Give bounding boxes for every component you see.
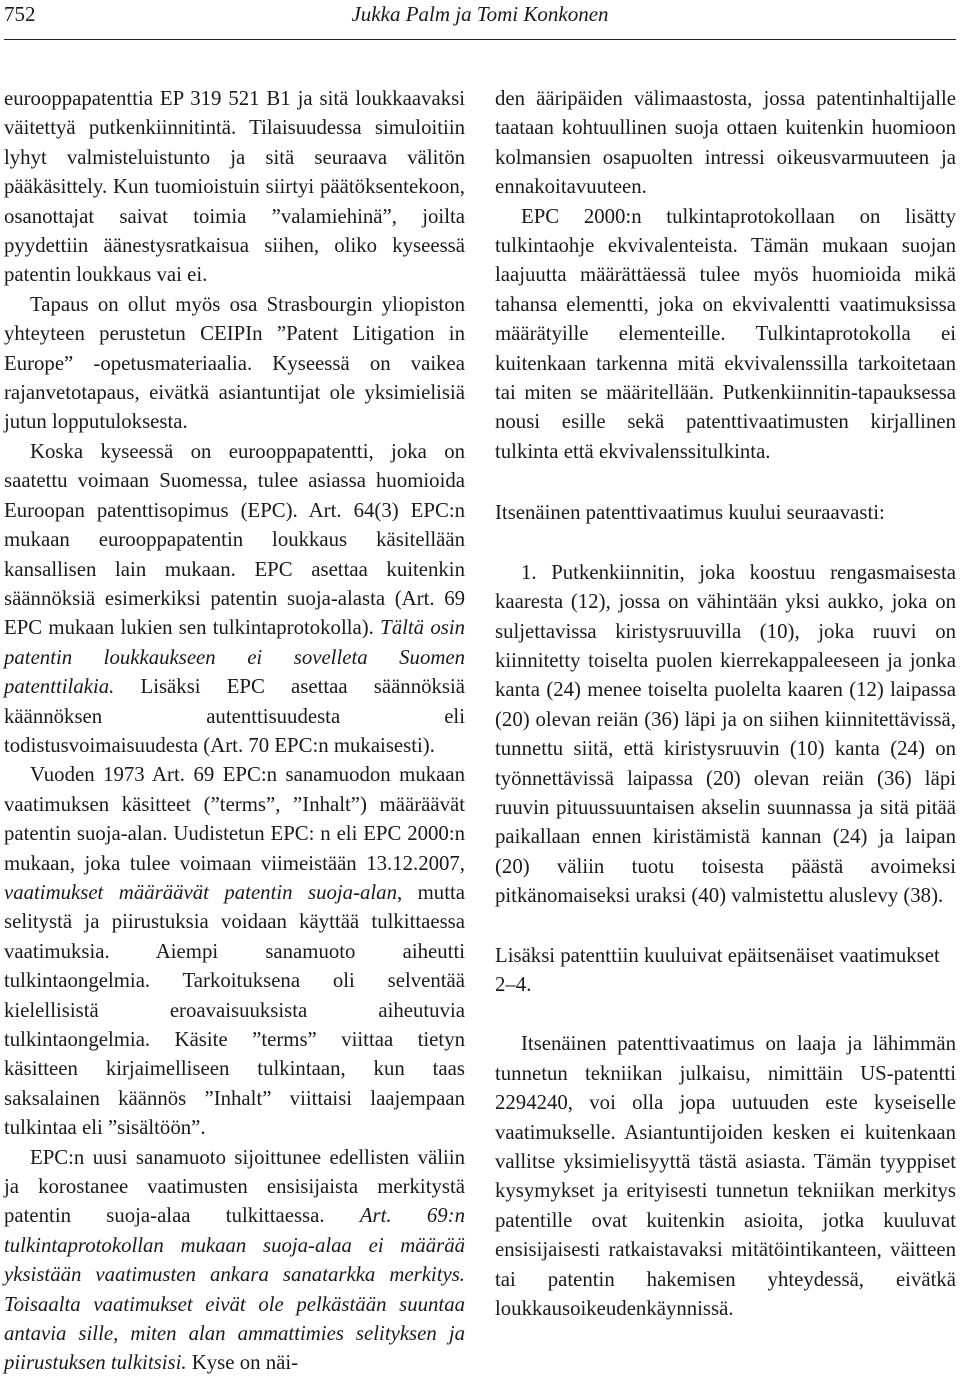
paragraph: EPC 2000:n tulkintaprotokollaan on lisätty tulkintaohje ekvivalenteista. Tämän mukaan suojan laajuutta määrättäessä tulee myös huomioida mikä tahansa elementti, joka on ekvivalentti vaatimuksissa määrätyille elementeille. Tulkintaprotokolla ei kuitenkaan tarkenna mitä ekvivalenssilla tarkoitetaan tai miten se määritellään. Putkenkiinnitin-tapauksessa nousi esille sekä patenttivaatimusten kirjallinen tulkinta että ekvivalenssitulkinta. (495, 204, 956, 463)
text-run: Lisäksi EPC asettaa säännöksiä käännöksen autenttisuudesta eli todistusvoimaisuudesta (Art. 70 EPC:n mukaisesti). (4, 675, 465, 757)
claim-intro: Itsenäinen patenttivaatimus kuului seuraavasti: (495, 501, 885, 525)
paragraph: den ääripäiden välimaastosta, jossa patentinhaltijalle taataan kohtuullinen suoja ottaen kuitenkin huomioon kolmansien osapuolten intressi oikeusvarmuuteen ja ennakoitavuuteen. (495, 87, 956, 199)
patent-claim: 1. Putkenkiinnitin, joka koostuu rengasmaisesta kaaresta (12), jossa on vähintään yksi aukko, joka on suljettavissa kiristysruuvilla (10), joka ruuvi on kiinnitetty toiselta puolen kierrekappaleeseen ja jonka kanta (24) menee toiselta puolelta kaaren (12) laipassa (20) olevan reiän (36) läpi ja on siihen kiinnitettävissä, tunnettu siitä, että kiristysruuvin (10) kanta (24) on työnnettävissä laipassa (20) olevan reiän (36) läpi ruuvin pituussuuntaisen akselin suunnassa ja sitä pitää paikallaan ennen kiristämistä kannan (24) ja laipan (20) väliin tuotu toisesta päästä avoimeksi pitkänomaiseksi uraksi (40) valmistettu aluslevy (38). (495, 560, 956, 908)
text-run: Koska kyseessä on eurooppapatentti, joka on saatettu voimaan Suomessa, tulee asiassa huomioida Euroopan patenttisopimus (EPC). Art. 64(3) EPC:n mukaan eurooppapatentin loukkaus käsitellään kansallisen lain mukaan. EPC asettaa kuitenkin säännöksiä esimerkiksi patentin suoja-alasta (Art. 69 EPC mukaan lukien sen tulkintaprotokolla). (4, 439, 465, 640)
text-run: EPC:n uusi sanamuoto sijoittunee edellisten väliin ja korostanee vaatimusten ensisijaista merkitystä patentin suoja-alaa tulkittaessa. (4, 1145, 465, 1228)
page-header (0, 0, 960, 30)
paragraph: Itsenäinen patenttivaatimus on laaja ja lähimmän tunnetun tekniikan julkaisu, nimittäin US-patentti 2294240, voi olla jopa uutuuden este kyseiselle vaatimukselle. Asiantuntijoiden kesken ei kuitenkaan vallitse yksimielisyyttä tästä asiasta. Tämän tyyppiset kysymykset ja erityisesti tunnetun tekniikan merkitys patentille ovat kuitenkin asioita, jotka kuuluvat ensisijaisesti ratkaistavaksi mitätöintikanteen, väitteen tai patentin hakemisen yhteydessä, eivätkä loukkausoikeudenkäynnissä. (495, 1032, 956, 1321)
running-head: Jukka Palm ja Tomi Konkonen (351, 2, 609, 26)
text-run: Vuoden 1973 Art. 69 EPC:n sanamuodon mukaan vaatimuksen käsitteet (”terms”, ”Inhalt”) määräävät patentin suoja-alan. Uudistetun EPC: n eli EPC 2000:n mukaan, joka tulee voimaan viimeistään 13.12.2007, (4, 763, 465, 875)
italic-text-run: Tältä osin patentin loukkaukseen ei sovelleta Suomen patenttilakia. (4, 616, 465, 699)
italic-text-run: Art. 69:n tulkintaprotokollan mukaan suoja-alaa ei määrää yksistään vaatimusten ankara sanatarkka merkitys. Toisaalta vaatimukset eivät ole pelkästään suuntaa antavia sille, miten alan ammattimies selityksen ja piirustuksen tulkitsisi. (4, 1204, 465, 1375)
paragraph: Lisäksi patenttiin kuuluivat epäitsenäiset vaatimukset 2–4. (495, 943, 940, 996)
page-number: 752 (4, 2, 36, 26)
italic-text-run: vaatimukset määräävät patentin suoja-alan (4, 880, 397, 904)
paragraph (4, 1143, 465, 1378)
paragraph (4, 760, 465, 1142)
paragraph (4, 437, 465, 760)
text-run: Kyse on näi- (186, 1351, 299, 1375)
left-column (4, 84, 465, 1378)
paragraph: Tapaus on ollut myös osa Strasbourgin yliopiston yhteyteen perustetun CEIPIn ”Patent Litigation in Europe” -opetusmateriaalia. Kyseessä on vaikea rajanvetotapaus, eivätkä asiantuntijat ole yksimielisiä jutun lopputuloksesta. (4, 292, 465, 434)
paragraph: eurooppapatenttia EP 319 521 B1 ja sitä loukkaavaksi väitettyä putkenkiinnitintä. Tilaisuudessa simuloitiin lyhyt valmisteluistunto ja sitä seuraava välitön pääkäsittely. Kun tuomioistuin siirtyi päätöksentekoon, osanottajat saivat toimia ”valamiehinä”, joilta pyydettiin äänestysratkaisua siihen, oliko kyseessä patentin loukkaus vai ei. (4, 87, 465, 287)
header-rule (4, 39, 956, 40)
text-run: , mutta selitystä ja piirustuksia voidaan käyttää tulkittaessa vaatimuksia. Aiempi sanamuoto aiheutti tulkintaongelmia. Tarkoituksena oli selventää kielellisistä eroavaisuuksista aiheutuvia tulkintaongelmia. Käsite ”terms” viittaa tietyn käsitteen kirjaimelliseen tulkintaan, kun taas saksalainen käännös ”Inhalt” viittaisi laajempaan tulkintaa eli ”sisältöön”. (4, 880, 465, 1140)
right-column (495, 84, 956, 1323)
